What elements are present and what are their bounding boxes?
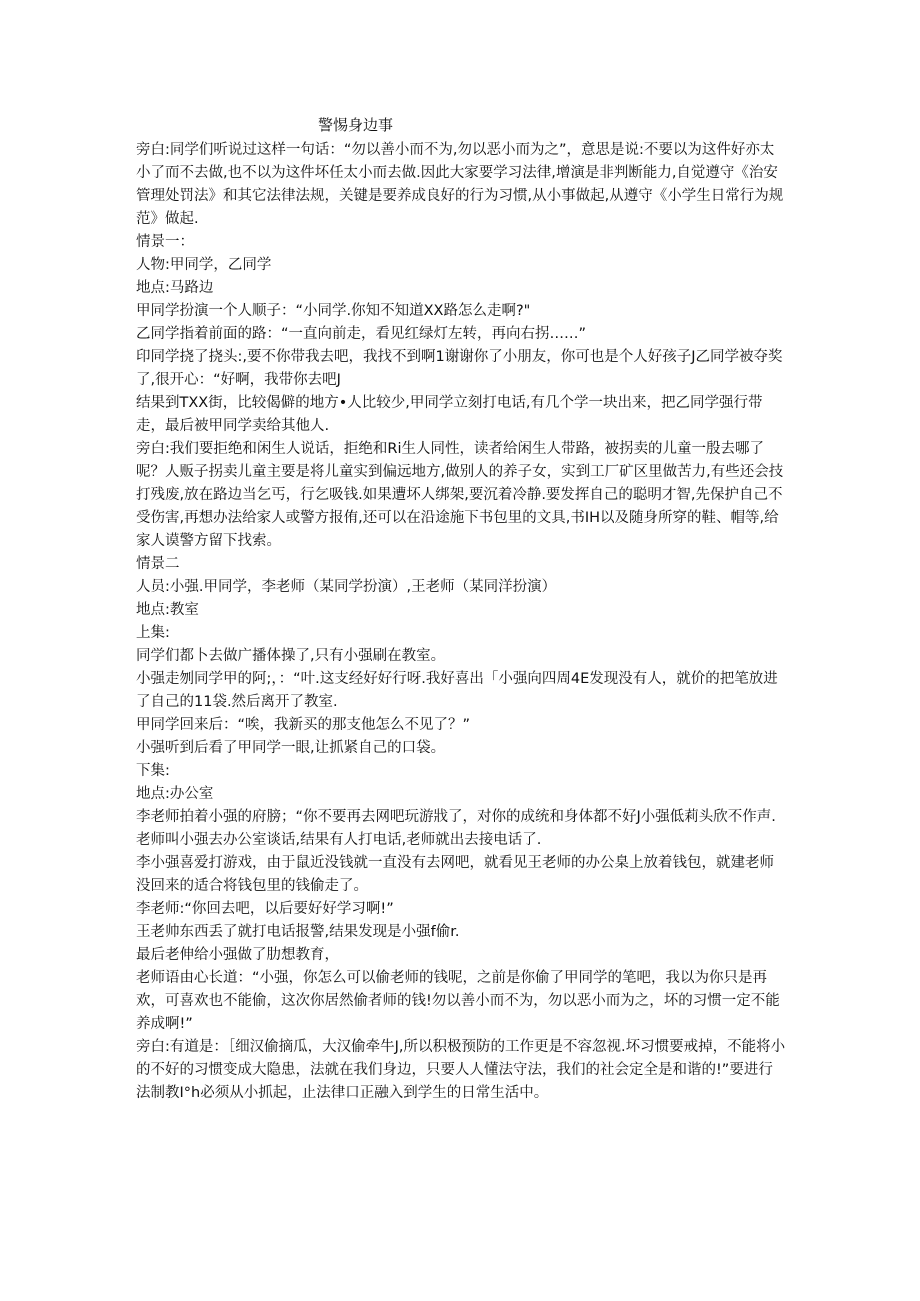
paragraph: 小强走刎同学甲的阿;，：“叶.这支经好好行呀.我好喜出「小强向四周4E发现没有人，就价的把笔放进了自己的11袋.然后离开了教室. [136, 671, 778, 710]
paragraph: 甲同学回来后：“唉，我新买的那支他怎么不见了？” [136, 717, 471, 733]
paragraph: 旁白:有道是：［细汉偷摘瓜，大汉偷牵牛J,所以积极预防的工作更是不容忽视.坏习惯要戒掉，不能将小的不好的习惯变成大隐患，法就在我们身边，只要人人懂法守法，我们的社会定全是和谐的!”要进行法制教I°h必须从小抓起，止法律口正融入到学生的日常生活中。 [136, 1039, 786, 1101]
paragraph: 王老帅东西丢了就打电话报警,结果发现是小强f偷r. [136, 924, 460, 940]
paragraph: 地点:马路边 [136, 280, 214, 296]
paragraph: 旁白:我们要拒绝和闲生人说话，拒绝和Ri生人同性，读者给闲生人带路，被拐卖的儿童一殷去哪了呢？人贩子拐卖儿童主要是将儿童实到偏远地方,做别人的养子女，实到工厂矿区里做苦力,有些还会技打残废,放在路边当乞丐，行乞吸钱.如果遭坏人绑架,要沉着冷静.要发挥自己的聪明才智,先保护自己不受伤害,再想办法给家人或警方报侑,还可以在沿途施下书包里的文具,书IH以及随身所穿的鞋、帽等,给家人谟警方留下找索。 [136, 441, 784, 549]
paragraph: 印同学挠了挠头:,要不你带我去吧，我找不到啊1谢谢你了小朋友，你可也是个人好孩子J乙同学被夺奖了,很开心：“好啊，我带你去吧J [136, 349, 783, 388]
paragraph: 同学们都卜去做广播体操了,只有小强刷在教室。 [136, 648, 446, 664]
paragraph: 老师叫小强去办公室谈话,结果有人打电话,老师就出去接电话了. [136, 832, 542, 848]
paragraph: 上集: [136, 625, 170, 641]
paragraph: 人员:小强.甲同学，李老师（某同学扮演）,王老师（某同洋扮演） [136, 579, 557, 595]
paragraph: 地点:教室 [136, 602, 199, 618]
paragraph: 结果到TXX街，比较偈僻的地方•人比较少,甲同学立刻打电话,有几个学一块出来，把乙同学强行带走，最后被甲同学卖给其他人. [136, 395, 763, 434]
paragraph: 下集: [136, 763, 170, 779]
paragraph: 小强听到后看了甲同学一眼,让抓紧自己的口袋。 [136, 740, 446, 756]
paragraph: 人物:甲同学，乙同学 [136, 257, 272, 273]
paragraph: 地点:办公室 [136, 786, 214, 802]
paragraph: 李老师:“你回去吧，以后要好好学习啊!” [136, 901, 394, 917]
document-body [136, 139, 786, 1105]
document-title: 警惕身边事 [318, 116, 394, 134]
paragraph: 旁白:同学们听说过这样一句话：“勿以善小而不为,勿以恶小而为之”，意思是说:不要以为这件好亦太小了而不去做,也不以为这件坏任太小而去做.因此大家要学习法律,增演是非判断能力,自觉遵守《治安管理处罚法》和其它法律法规，关键是要养成良好的行为习惯,从小事做起,从遵守《小学生日常行为规范》做起. [136, 142, 784, 227]
paragraph: 最后老伸给小强做了肋想教育， [136, 947, 339, 963]
paragraph: 李小强喜爱打游戏，由于鼠近没钱就一直没有去网吧，就看见王老师的办公臬上放着钱包，就建老师没回来的适合将钱包里的钱偷走了。 [136, 855, 774, 894]
paragraph: 情景二 [136, 556, 180, 572]
paragraph: 乙同学指着前面的路：“一直向前走，看见红绿灯左转，再向右拐……” [136, 326, 587, 342]
paragraph: 老师语由心长道：“小强，你怎么可以偷老师的钱呢，之前是你偷了甲同学的笔吧，我以为你只是再欢，可喜欢也不能偷，这次你居然偷者师的钱!勿以善小而不为，勿以恶小而为之，坏的习惯一定不能养成啊!” [136, 970, 780, 1032]
paragraph: 情景一： [136, 234, 194, 250]
paragraph: 甲同学扮演一个人顺子：“小同学.你知不知道XX路怎么走啊?" [136, 303, 531, 319]
document-page [136, 110, 786, 1105]
paragraph: 李老师拍着小强的府膀；“你不要再去网吧玩游戕了，对你的成统和身体都不好J小强低莉头欣不作声. [136, 809, 776, 825]
